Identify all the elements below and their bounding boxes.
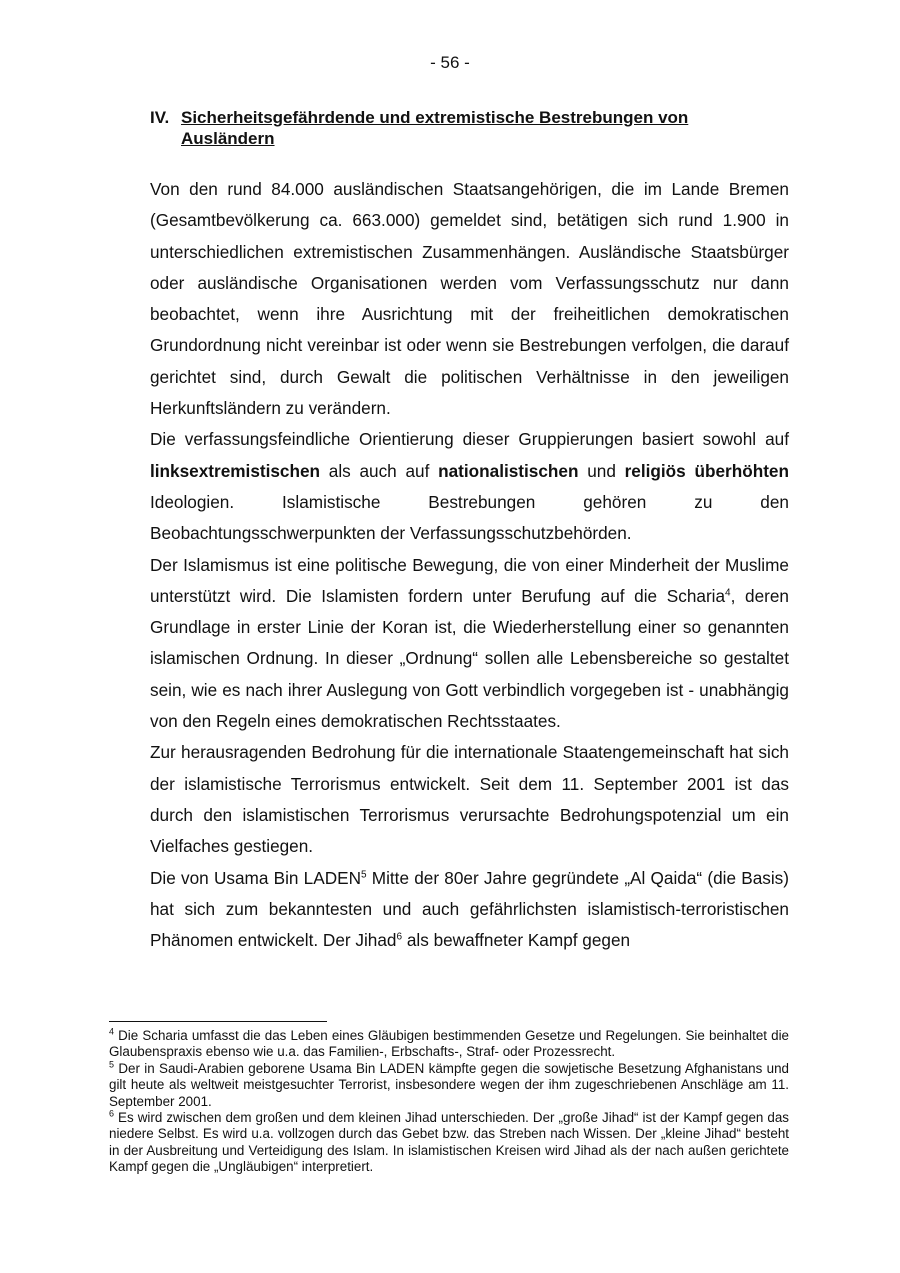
footnotes [109,1028,789,1176]
bold-term-nationalistischen: nationalistischen [438,460,579,481]
section-title: Sicherheitsgefährdende und extremistische Bestrebungen von Ausländern [181,108,689,148]
bold-term-linksextremistischen: linksextremistischen [150,460,321,481]
footnote-mark-5: 5 [109,1059,115,1070]
section-heading [150,107,750,149]
paragraph-3-text-a: Der Islamismus ist eine politische Bewegung, die von einer Minderheit der Muslime unterstützt wird. Die Islamisten fordern unter Berufung auf die Scharia [150,554,789,606]
footnote-4-text: Die Scharia umfasst die das Leben eines Gläubigen bestimmenden Gesetze und Regelungen. Sie beinhaltet die Glaubenspraxis ebenso wie u.a. das Familien-, Erbschafts-, Straf- oder Prozessrecht. [109,1028,789,1060]
page-number: - 56 - [430,53,470,72]
paragraph-3-text-b: , deren Grundlage in erster Linie der Koran ist, die Wiederherstellung einer so genannten islamischen Ordnung. In dieser „Ordnung“ sollen alle Lebensbereiche so gestaltet sein, wie es nach ihrer Auslegung von Gott verbindlich vorgegeben ist - unabhängig von den Regeln eines demokratischen Rechtsstaates. [150,585,789,732]
paragraph-1: Von den rund 84.000 ausländischen Staatsangehörigen, die im Lande Bremen (Gesamtbevölkerung ca. 663.000) gemeldet sind, betätigen sich rund 1.900 in unterschiedlichen extremistischen Zusammenhängen. Ausländische Staatsbürger oder ausländische Organisationen werden vom Verfassungsschutz nur dann beobachtet, wenn ihre Ausrichtung mit der freiheitlichen demokratischen Grundordnung nicht vereinbar ist oder wenn sie Bestrebungen verfolgen, die darauf gerichtet sind, durch Gewalt die politischen Verhältnisse in den jeweiligen Herkunftsländern zu verändern. [150,179,789,419]
paragraph-5 [150,863,789,957]
body-text [150,174,789,956]
footnote-mark-6: 6 [109,1108,115,1119]
footnote-divider [109,1021,327,1022]
paragraph-5-text-b: Mitte der 80er Jahre gegründete „Al Qaida“ (die Basis) hat sich zum bekanntesten und auch gefährlichsten islamistisch-terroristischen Phänomen entwickelt. Der Jihad [150,867,789,951]
footnote-6-text: Es wird zwischen dem großen und dem kleinen Jihad unterschieden. Der „große Jihad“ ist der Kampf gegen das niedere Selbst. Es wird u.a. vollzogen durch das Gebet bzw. das Streben nach Wissen. Der „kleine Jihad“ besteht in der Ausbreitung und Verteidigung des Islam. In islamistischen Kreisen wird Jihad als der nach außen gerichtete Kampf gegen die „Ungläubigen“ interpretiert. [109,1110,789,1175]
footnote-5-text: Der in Saudi-Arabien geborene Usama Bin LADEN kämpfte gegen die sowjetische Besetzung Afghanistans und gilt heute als weltweit meistgesuchter Terrorist, insbesondere wegen der ihm zugeschriebenen Anschläge am 11. September 2001. [109,1060,789,1109]
footnote-6 [109,1110,789,1176]
footnote-ref-5: 5 [360,868,367,880]
paragraph-5-text-a: Die von Usama Bin LADEN [150,867,361,888]
paragraph-2 [150,424,789,549]
paragraph-2-text-d: und [578,460,625,481]
paragraph-2-text-c: als auch auf [320,460,439,481]
paragraph-2-text-e: Ideologien. Islamistische Bestrebungen gehören zu den Beobachtungsschwerpunkten der Verfassungsschutzbehörden. [150,491,789,544]
footnote-5 [109,1061,789,1110]
footnote-mark-4: 4 [109,1026,115,1037]
paragraph-3 [150,550,789,738]
bold-term-religioes: religiös überhöhten [624,460,789,481]
footnote-ref-6: 6 [396,931,403,943]
footnote-ref-4: 4 [725,587,731,599]
paragraph-2-text-a: Die verfassungsfeindliche Orientierung dieser Gruppierungen basiert sowohl auf [150,429,789,450]
footnote-4 [109,1028,789,1061]
paragraph-5-text-c: als bewaffneter Kampf gegen [402,930,631,951]
section-number: IV. [150,108,170,127]
paragraph-4: Zur herausragenden Bedrohung für die internationale Staatengemeinschaft hat sich der islamistische Terrorismus entwickelt. Seit dem 11. September 2001 ist das durch den islamistischen Terrorismus verursachte Bedrohungspotenzial um ein Vielfaches gestiegen. [150,742,789,857]
